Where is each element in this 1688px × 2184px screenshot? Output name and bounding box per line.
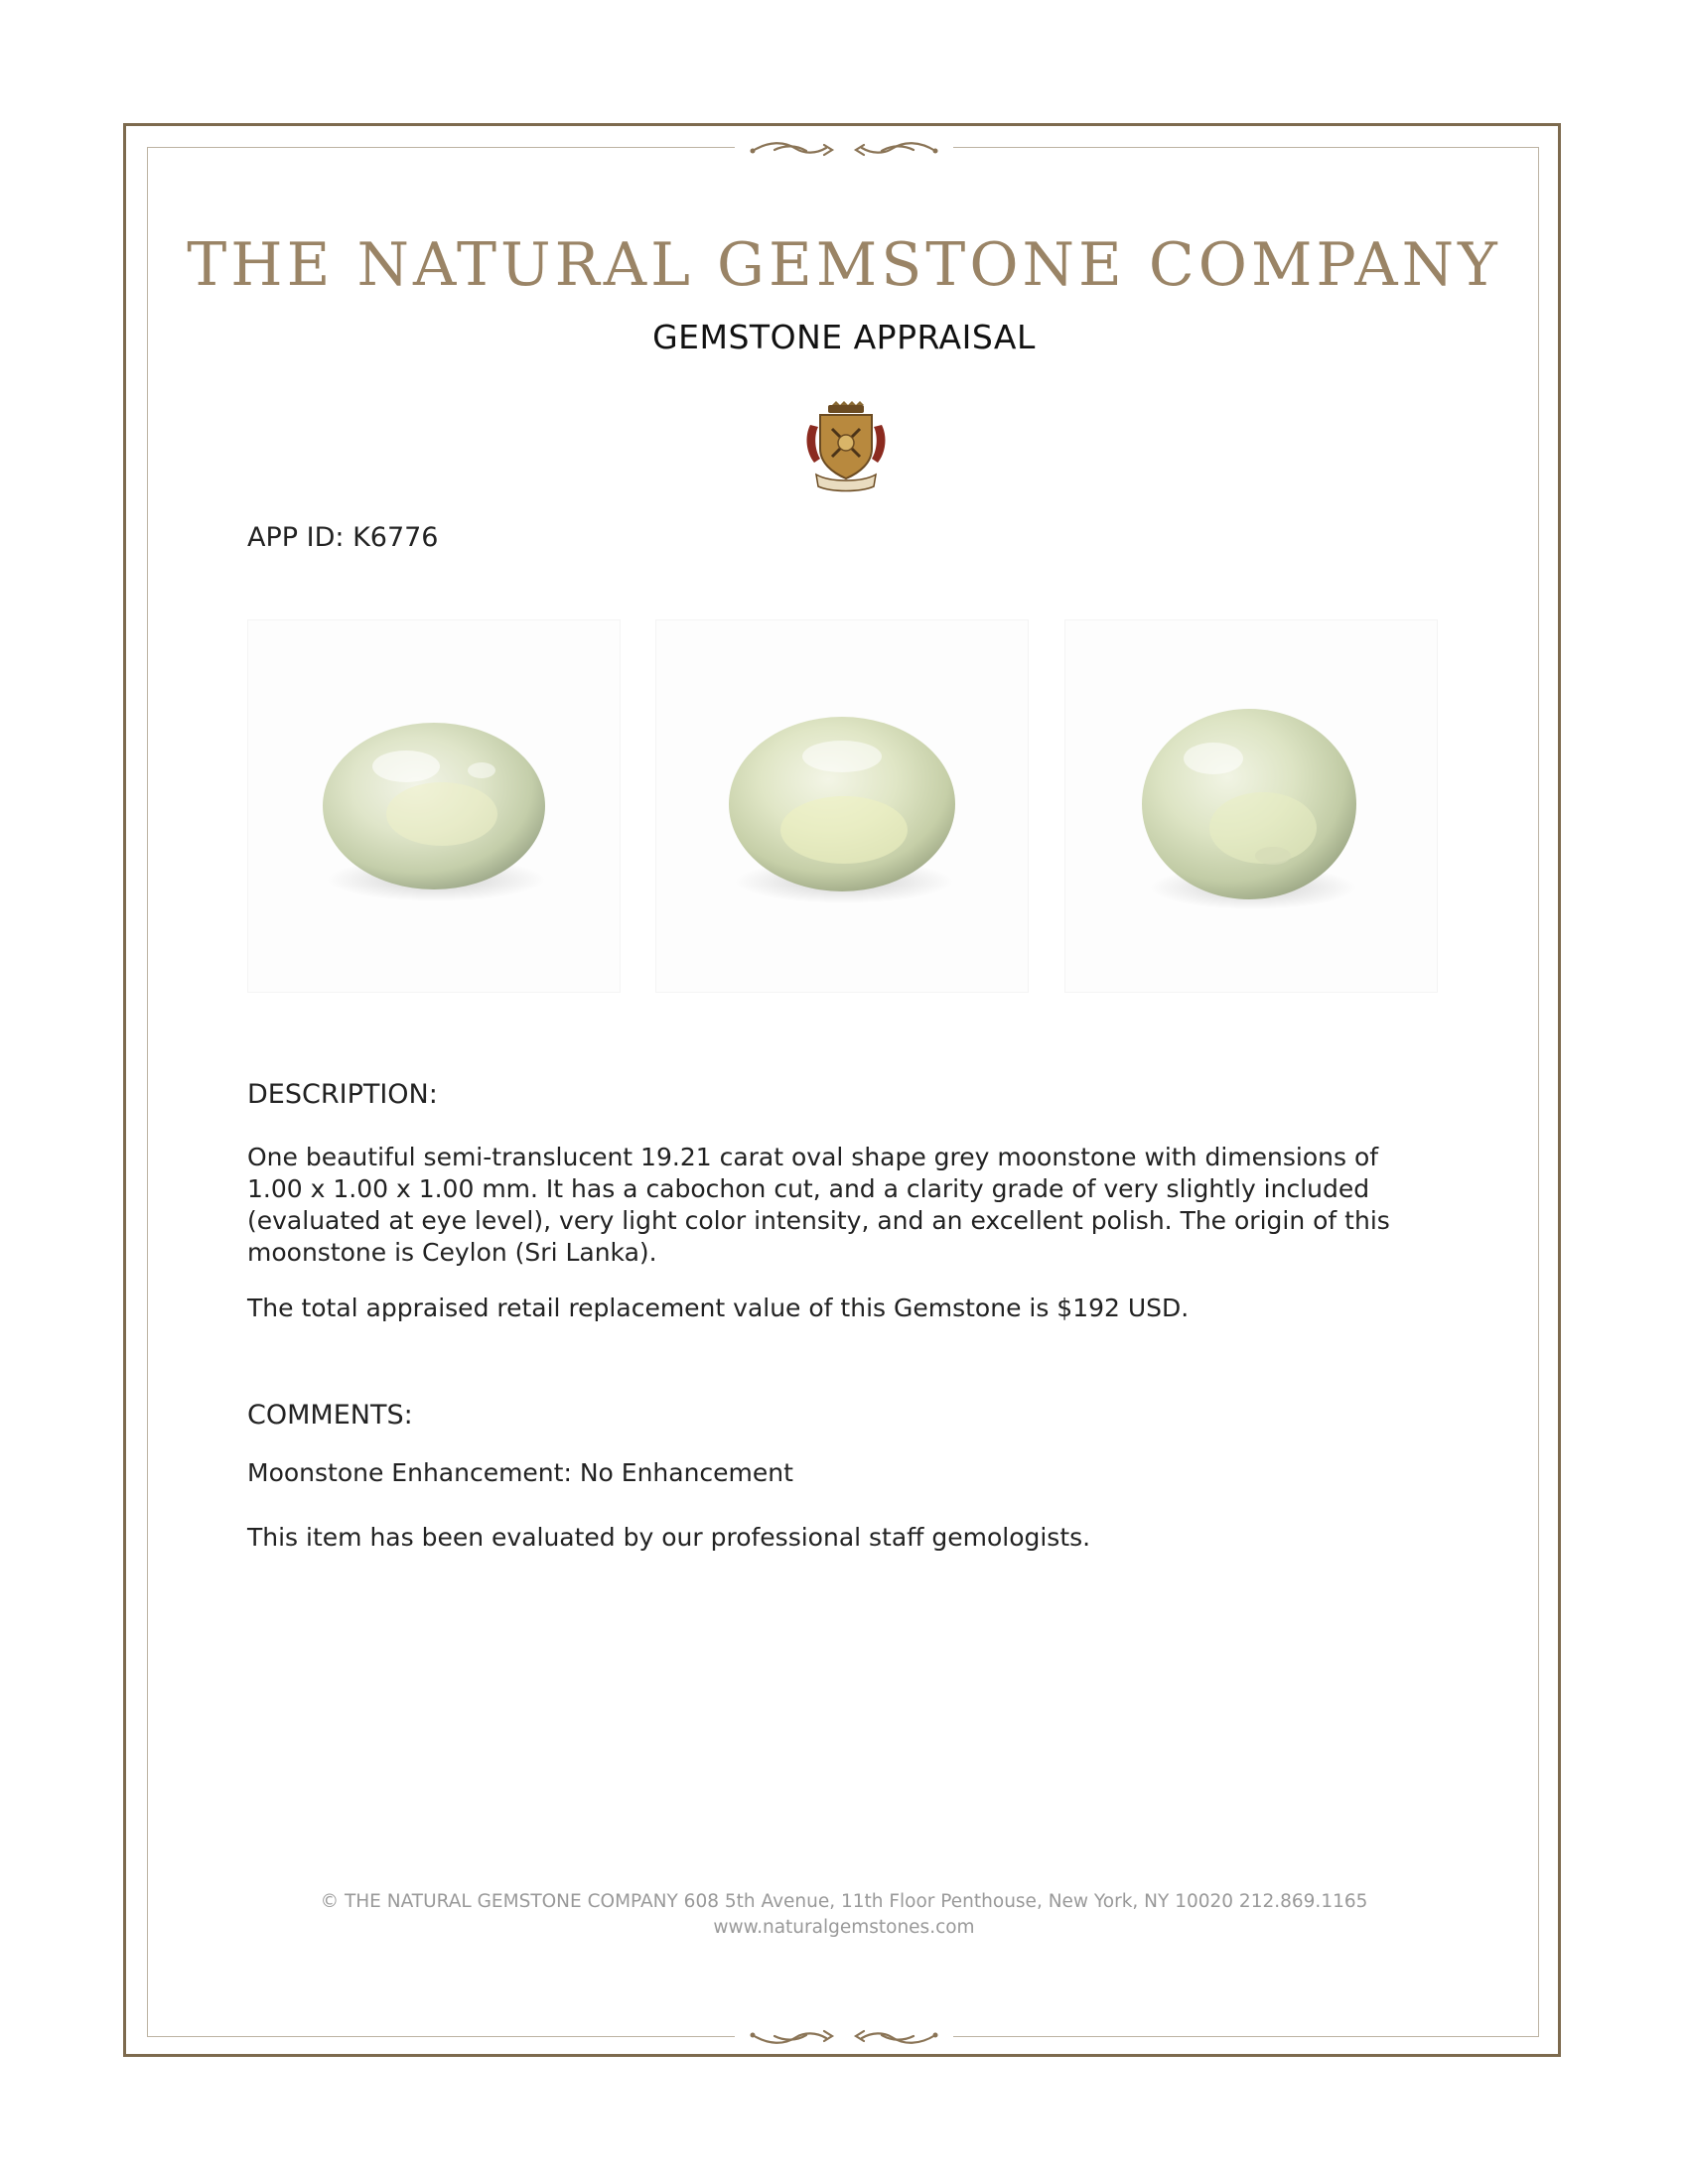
company-crest-icon: [802, 401, 890, 492]
bottom-ornament-icon: [735, 2025, 953, 2051]
gemstone-photo-front: [247, 619, 621, 993]
enhancement-comment: Moonstone Enhancement: No Enhancement: [247, 1458, 793, 1487]
moonstone-cabochon-icon: [247, 619, 621, 993]
app-id: [247, 520, 438, 556]
app-id-label: APP ID:: [247, 522, 345, 553]
document-title: GEMSTONE APPRAISAL: [652, 318, 1036, 356]
comments-heading: COMMENTS:: [247, 1400, 413, 1431]
gemstone-photo-side: [655, 619, 1029, 993]
moonstone-cabochon-icon: [1064, 619, 1438, 993]
company-name: THE NATURAL GEMSTONE COMPANY: [187, 230, 1501, 300]
moonstone-cabochon-icon: [655, 619, 1029, 993]
top-ornament-icon: [735, 135, 953, 161]
footer-website: www.naturalgemstones.com: [713, 1917, 975, 1938]
appraised-value-statement: The total appraised retail replacement value of this Gemstone is $192 USD.: [247, 1294, 1190, 1322]
description-paragraph: One beautiful semi-translucent 19.21 carat oval shape grey moonstone with dimensions of 1.00 x 1.00 x 1.00 mm. It has a cabochon cut, and a clarity grade of very slightly included (evaluated at eye level), very light color intensity, and an excellent polish. The origin of this moonstone is Ceylon (Sri Lanka).: [247, 1143, 1390, 1267]
footer-address: © THE NATURAL GEMSTONE COMPANY 608 5th Avenue, 11th Floor Penthouse, New York, NY 10020 212.869.1165: [320, 1891, 1368, 1912]
gemstone-photo-angle: [1064, 619, 1438, 993]
evaluation-comment: This item has been evaluated by our professional staff gemologists.: [247, 1523, 1091, 1552]
description-heading: DESCRIPTION:: [247, 1079, 438, 1110]
app-id-value: K6776: [352, 522, 439, 553]
